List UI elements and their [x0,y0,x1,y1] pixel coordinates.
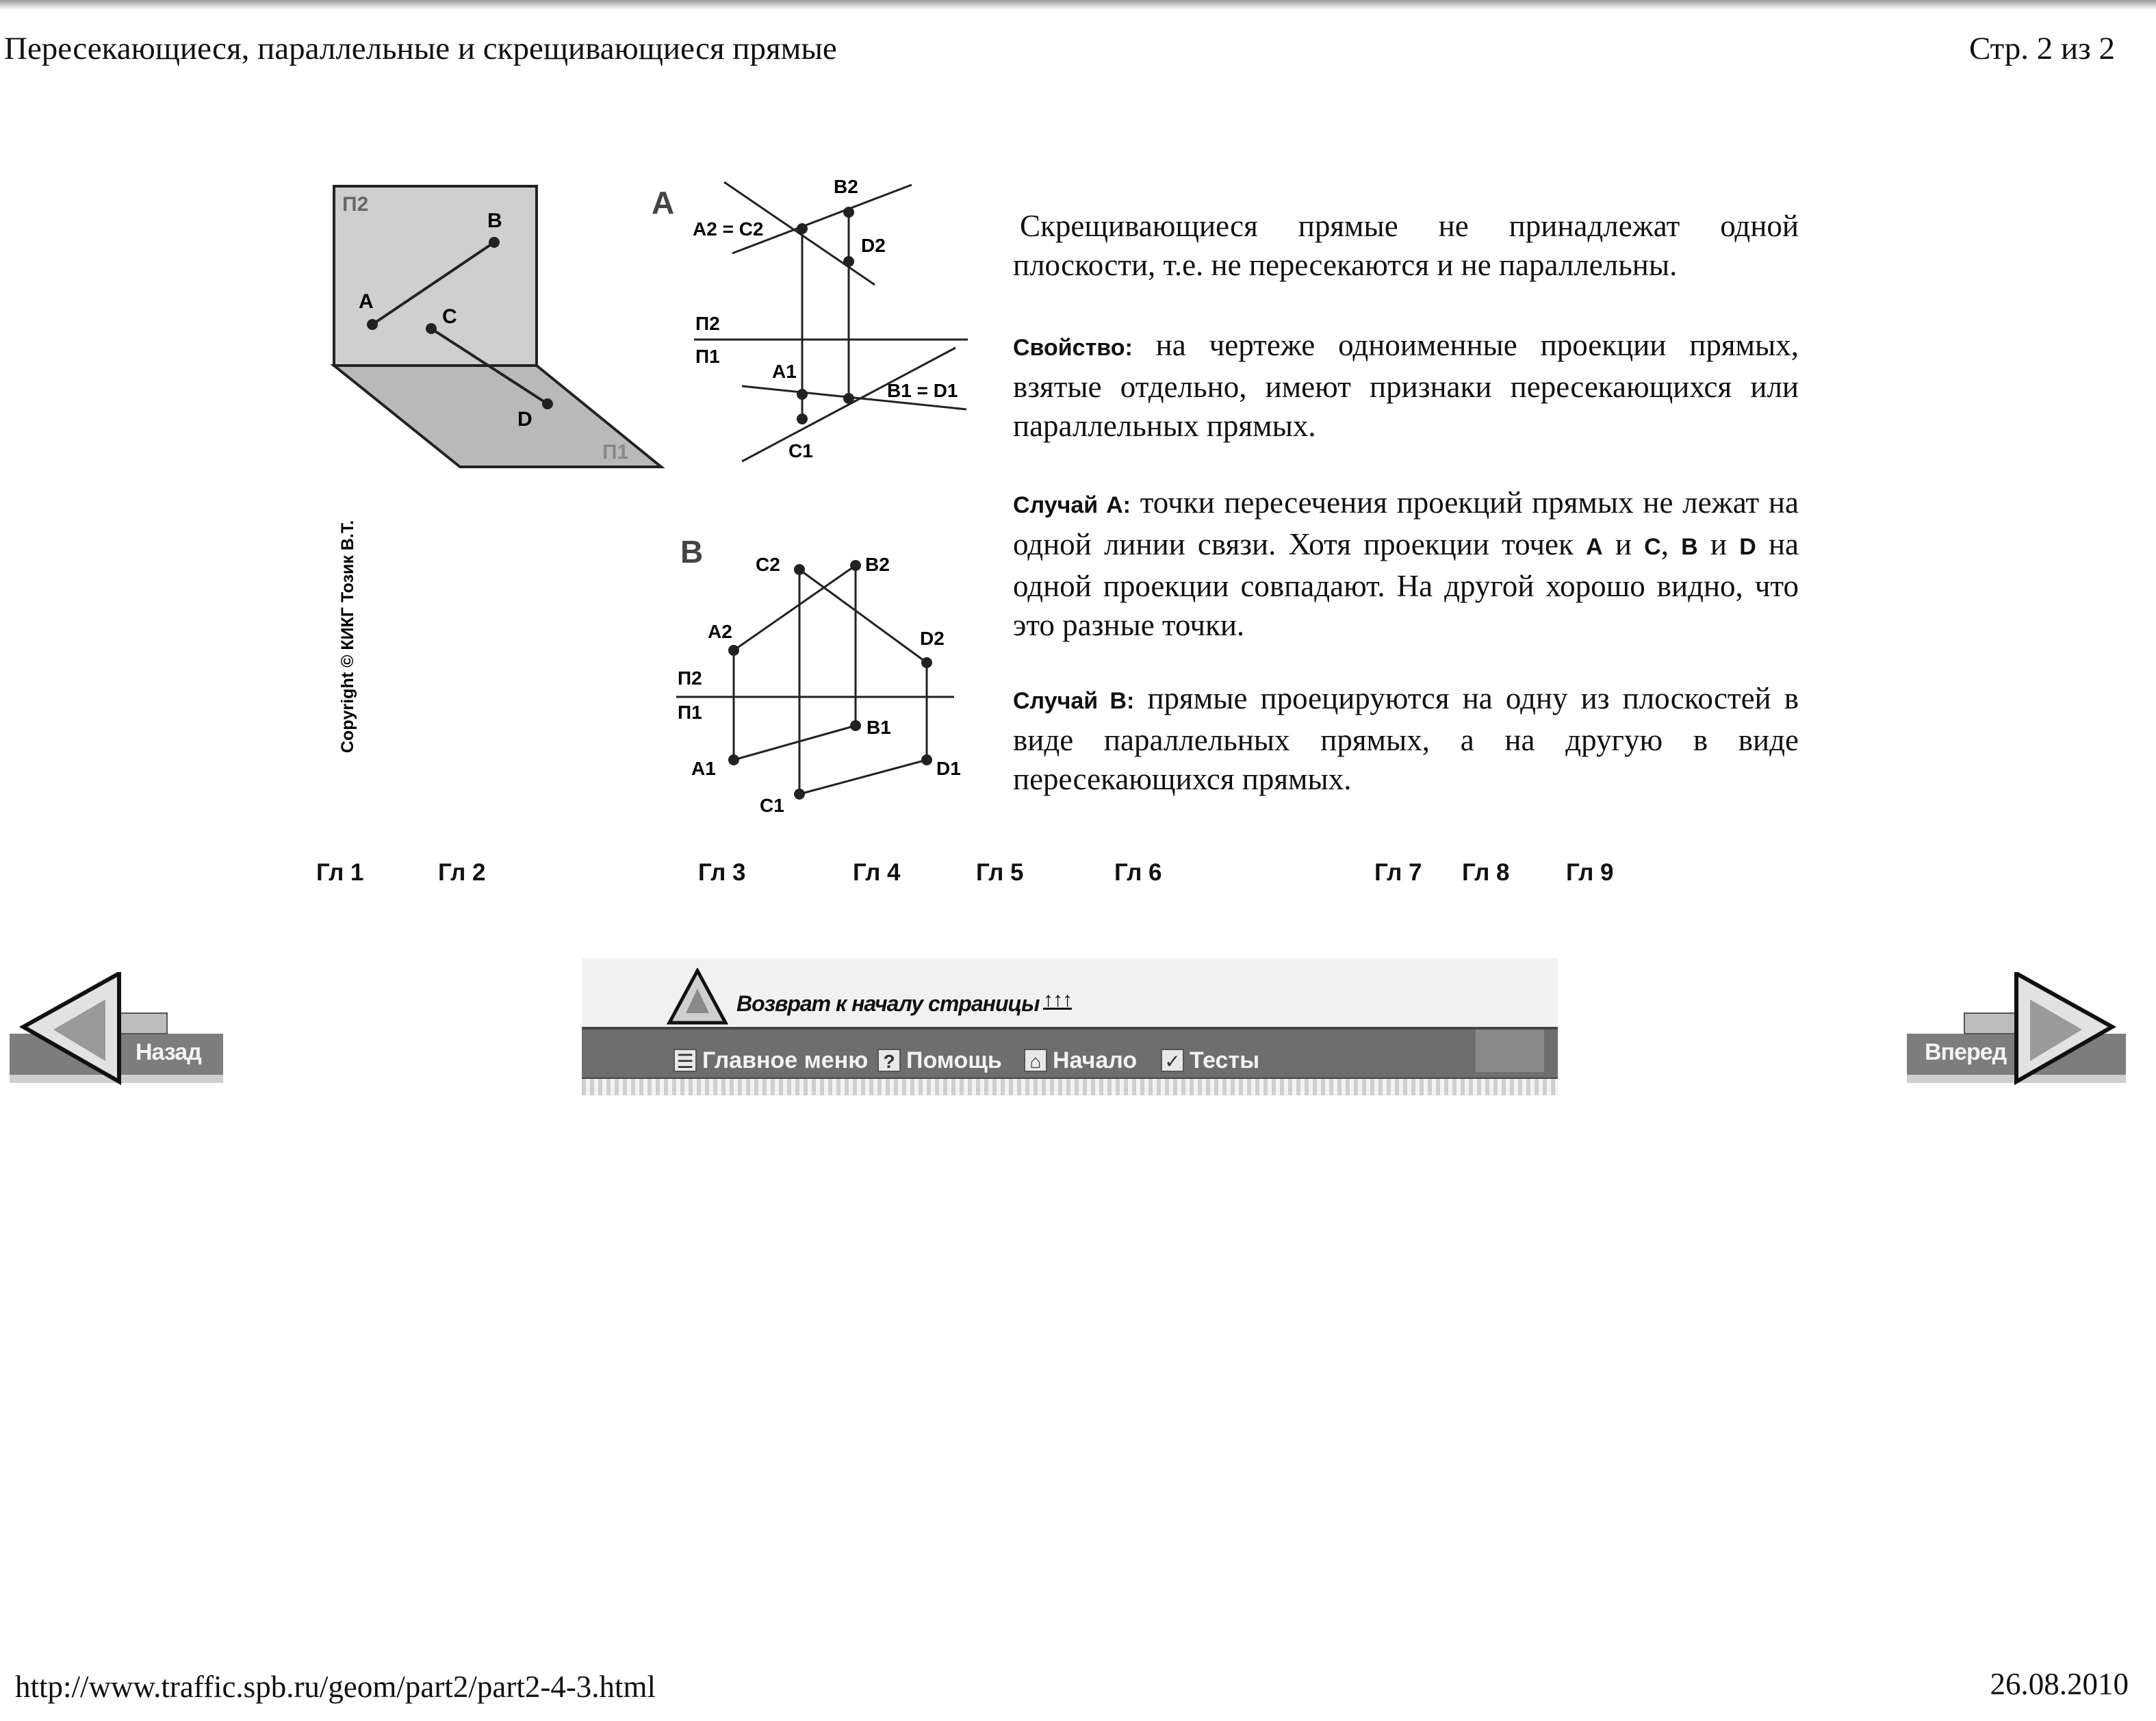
menu-icon: ☰ [673,1049,697,1072]
chapter-link-8[interactable]: Гл 8 [1462,859,1510,886]
paragraph-definition: Скрещивающиеся прямые не принадлежат одной плоскости, т.е. не пересекаются и не параллельны. [1013,209,1799,282]
point-b [489,237,500,248]
a2b2-line [734,565,856,650]
label-d2: D2 [920,628,945,649]
figure-a-epure [643,171,979,472]
label-a1: A1 [772,361,797,382]
label-b1d1: B1 = D1 [887,380,958,401]
return-to-top-link[interactable]: Возврат к началу страницы ↑↑↑ [667,968,1118,1030]
figure-b-epure [671,520,986,842]
page-header-title: Пересекающиеся, параллельные и скрещивающиеся прямые [4,31,837,66]
footer-date: 26.08.2010 [1990,1667,2129,1701]
main-menu-button[interactable]: ☰ Главное меню [673,1045,868,1076]
plane-v-label: П2 [342,193,369,216]
scan-edge [0,0,2156,10]
forward-arrow-icon [1907,972,2126,1095]
paragraph-case-a: Случай A: точки пересечения проекций прямых не лежат на одной линии связи. Хотя проекции точек A и C, B и D на одной проекции совпадают. На другой хорошо видно, что это разные точки. [1013,485,1799,642]
footer-url: http://www.traffic.spb.ru/geom/part2/part2-4-3.html [15,1670,656,1704]
tests-icon: ✓ [1161,1049,1184,1072]
forward-label: Вперед [1925,1039,2007,1065]
figure-a-title: A [652,185,675,220]
chapter-link-7[interactable]: Гл 7 [1374,859,1422,886]
paragraph-case-b: Случай B: прямые проецируются на одну из плоскостей в виде параллельных прямых, а на другую в виде пересекающихся прямых. [1013,681,1799,796]
label-c1: C1 [788,440,813,461]
chapter-link-9[interactable]: Гл 9 [1566,859,1614,886]
label-a2: A2 [708,621,732,642]
tests-button[interactable]: ✓ Тесты [1161,1045,1259,1076]
label-c2: C2 [756,554,780,575]
home-house-icon [667,968,728,1030]
label-a2c2: A2 = C2 [693,218,764,240]
point-d [542,398,553,409]
c1d1-line [799,760,927,794]
help-button[interactable]: ? Помощь [877,1045,1002,1076]
chapter-link-3[interactable]: Гл 3 [698,859,746,886]
label-p1: П1 [678,702,702,723]
c2d2-line [799,570,927,663]
point-c [426,323,437,334]
paragraph-property: Свойство: на чертеже одноименные проекции прямых, взятые отдельно, имеют признаки пересекающихся или параллельных прямых. [1013,328,1799,443]
figure-3d-projection-planes [329,178,671,767]
home-icon: ⌂ [1024,1049,1047,1072]
page-number: Стр. 2 из 2 [1968,31,2115,66]
point-a [367,319,378,330]
label-p2: П2 [678,667,702,689]
label-a: A [359,290,374,313]
label-c: C [442,305,457,328]
label-b2: B2 [834,176,858,197]
figure-b-title: B [680,534,704,570]
label-p1: П1 [695,346,720,367]
copyright-text: Copyright © КИКГ Тозик В.Т. [338,520,357,753]
forward-button[interactable] [1907,972,2126,1095]
back-arrow-icon [10,972,223,1095]
label-c1: C1 [760,795,784,816]
label-d1: D1 [936,758,961,779]
chapter-link-6[interactable]: Гл 6 [1114,859,1162,886]
label-d2: D2 [861,235,886,256]
chapter-link-4[interactable]: Гл 4 [853,859,901,886]
label-d: D [517,408,532,431]
chapter-link-5[interactable]: Гл 5 [976,859,1024,886]
plane-h-label: П1 [602,441,629,463]
label-a1: A1 [691,758,716,779]
back-button[interactable] [10,972,223,1095]
start-button[interactable]: ⌂ Начало [1024,1045,1137,1076]
label-b1: B1 [867,717,891,738]
label-b2: B2 [865,554,890,575]
label-p2: П2 [695,313,720,334]
back-label: Назад [136,1039,201,1065]
a1b1-line [734,726,856,760]
chapter-link-1[interactable]: Гл 1 [316,859,364,886]
label-b: B [487,209,502,232]
help-icon: ? [877,1049,901,1072]
chapter-link-2[interactable]: Гл 2 [438,859,486,886]
